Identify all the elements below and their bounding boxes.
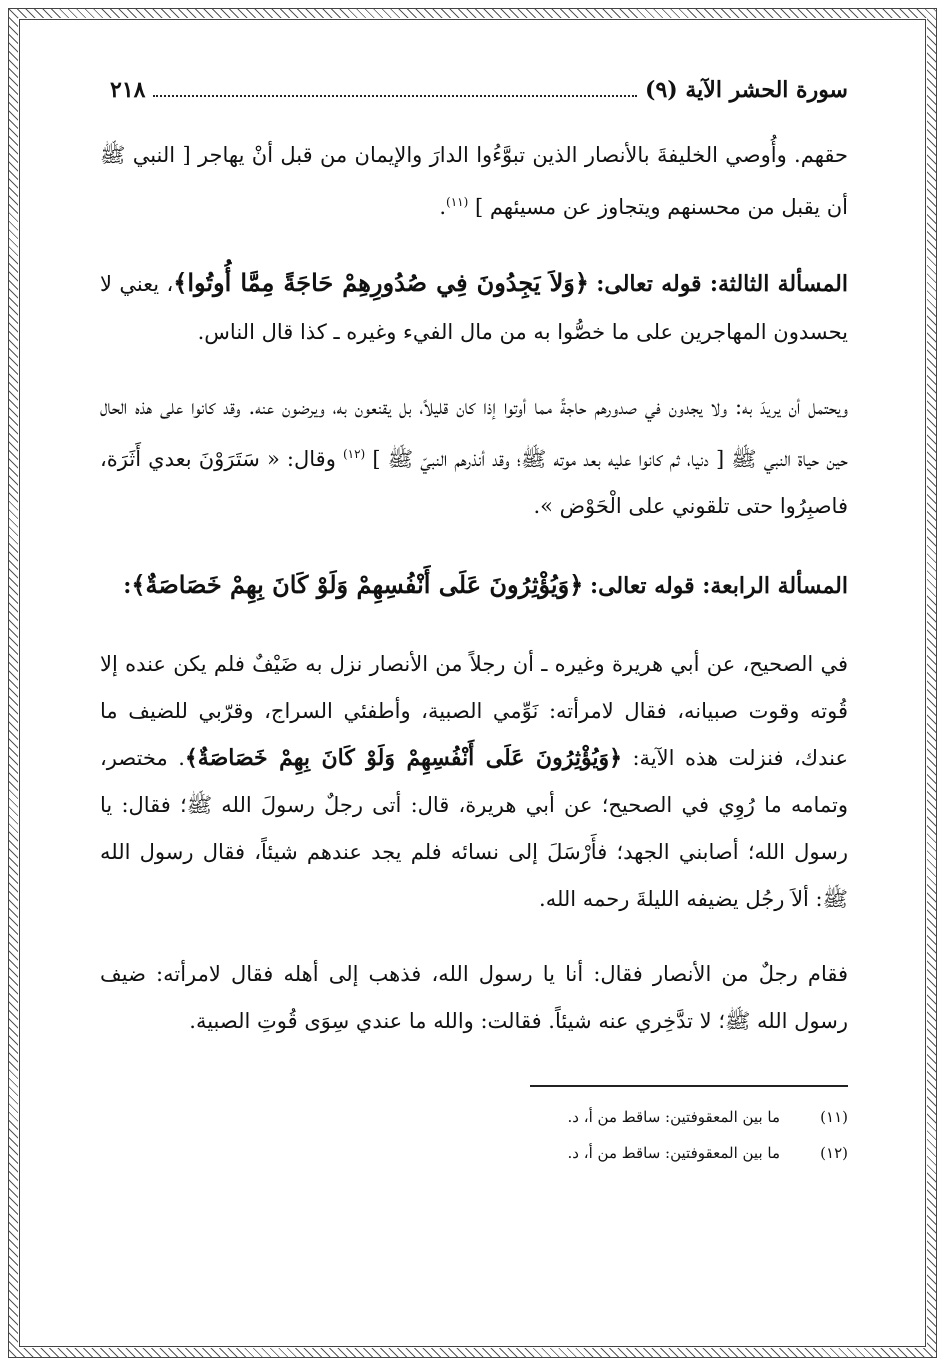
issue-4	[100, 558, 848, 613]
footnote-ref-11: (١١)	[446, 195, 469, 209]
page-content	[100, 70, 848, 1171]
paragraph-2-text: ويحتمل أن يريدَ به: ولا يجدون في صدورهم حاجةً مما أوتوا إذا كان قليلاً، بل يقنعون به، ويرضون عنه. وقد كانوا على هذه الحال حين حياة النبي ﷺ [ دنيا، ثم كانوا عليه بعد موته ﷺ؛ وقد أنذرهم النبيّ ﷺ ]	[100, 395, 849, 471]
issue-3-text: ، يعني لا يحسدون المهاجرين على ما خصُّوا به من مال الفيء وغيره ـ كذا قال الناس.	[100, 272, 848, 344]
footnote-rule	[530, 1085, 848, 1087]
paragraph-3	[100, 641, 848, 923]
issue-4-verse: ﴿وَيُؤْثِرُونَ عَلَى أَنْفُسِهِمْ وَلَوْ كَانَ بِهِمْ خَصَاصَةٌ﴾	[131, 570, 584, 599]
paragraph-1-end: .	[439, 195, 446, 219]
footnote-ref-12: (١٢)	[342, 447, 366, 461]
paragraph-3-end: . مختصر، وتمامه ما رُوِي في الصحيح؛ عن أبي هريرة، قال: أتى رجلٌ رسولَ الله ﷺ؛ فقال: يا رسول الله؛ أصابني الجهد؛ فأَرْسَلَ إلى نسائه فلم يجد عندهم شيئاً، فقال رسول الله ﷺ: ألاَ رجُل يضيفه الليلةَ رحمه الله.	[100, 746, 848, 911]
issue-4-colon: :	[123, 573, 132, 599]
paragraph-2-end: وقال: « سَتَرَوْنَ بعدي أَثَرَة، فاصبِرُوا حتى تلقوني على الْحَوْض ».	[100, 447, 848, 518]
issue-3-verse: ﴿وَلاَ يَجِدُونَ فِي صُدُورِهِمْ حَاجَةً مِمَّا أُوتُوا﴾	[173, 268, 589, 297]
footnote-11	[100, 1099, 848, 1135]
paragraph-1	[100, 132, 848, 231]
footnote-text: ما بين المعقوفتين: ساقط من أ، د.	[567, 1108, 780, 1126]
footnote-number: (١٢)	[820, 1144, 848, 1162]
footnote-number: (١١)	[820, 1108, 848, 1126]
page-number: ٢١٨	[110, 77, 146, 103]
footnote-12	[100, 1135, 848, 1171]
paragraph-3-verse: ﴿وَيُؤْثِرُونَ عَلَى أَنْفُسِهِمْ وَلَوْ كَانَ بِهِمْ خَصَاصَةٌ﴾	[184, 745, 622, 771]
header-dots	[153, 83, 637, 97]
footnote-text: ما بين المعقوفتين: ساقط من أ، د.	[567, 1144, 780, 1162]
paragraph-2	[100, 384, 848, 530]
paragraph-1-text: حقهم. وأُوصي الخليفةَ بالأنصار الذين تبوَّءُوا الدارَ والإيمان من قبل أنْ يهاجر [ النبي ﷺ أن يقبل من محسنهم ويتجاوز عن مسيئهم ]	[100, 143, 848, 219]
running-title: سورة الحشر الآية (٩)	[645, 77, 848, 103]
paragraph-3-text: في الصحيح، عن أبي هريرة وغيره ـ أن رجلاً من الأنصار نزل به ضَيْفٌ فلم يكن عنده إلا قُوته وقوت صبيانه، فقال لامرأته: نَوِّمي الصبية، وأطفئي السراج، وقرّبي للضيف ما عندك، فنزلت هذه الآية:	[100, 652, 848, 770]
issue-4-heading: المسألة الرابعة: قوله تعالى:	[589, 573, 848, 599]
issue-3-heading: المسألة الثالثة: قوله تعالى:	[596, 271, 848, 297]
running-header	[100, 70, 848, 110]
paragraph-4: فقام رجلٌ من الأنصار فقال: أنا يا رسول الله، فذهب إلى أهله فقال لامرأته: ضيف رسول الله ﷺ؛ لا تدَّخِري عنه شيئاً. فقالت: والله ما عندي سِوَى قُوتِ الصبية.	[100, 962, 848, 1033]
issue-3	[100, 259, 848, 356]
